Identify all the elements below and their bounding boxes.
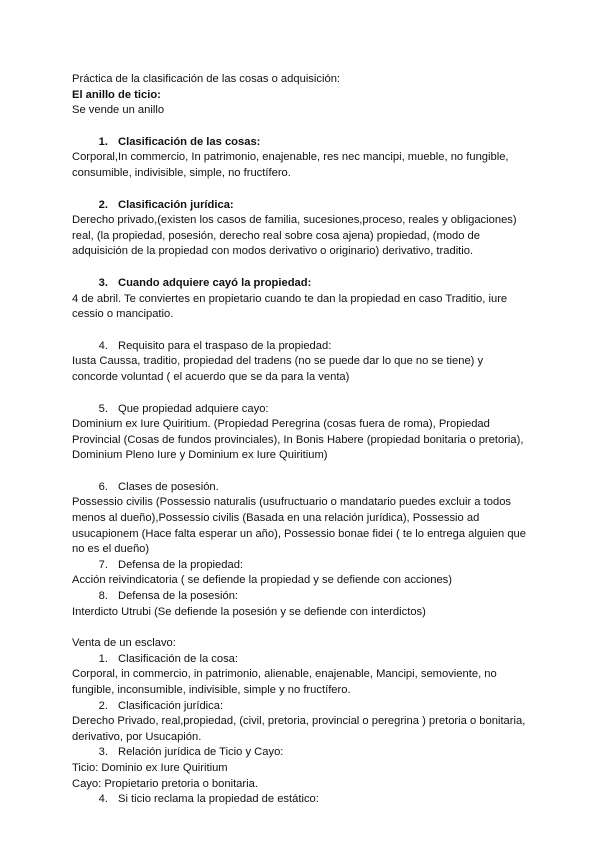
c1-s4-title: Requisito para el traspaso de la propiedad: bbox=[118, 339, 332, 352]
c2-s3-line1: Ticio: Dominio ex Iure Quiritium bbox=[72, 761, 228, 774]
c1-s6-line2: menos al dueño),Possessio civilis (Basada en una relación jurídica), Possessio ad bbox=[72, 512, 480, 525]
c2-s2-num: 2. bbox=[98, 699, 108, 712]
c2-s1-line1: Corporal, in commercio, in patrimonio, alienable, enajenable, Mancipi, semoviente, no bbox=[72, 668, 497, 681]
c2-s4-num: 4. bbox=[98, 793, 108, 806]
c1-s3-heading bbox=[72, 276, 528, 292]
c1-s1-line2: consumible, indivisible, simple, no fructífero. bbox=[72, 166, 291, 179]
c1-s2-line1: Derecho privado,(existen los casos de familia, sucesiones,proceso, reales y obligaciones) bbox=[72, 214, 517, 227]
c1-s6-heading bbox=[72, 480, 528, 496]
c2-s1-heading bbox=[72, 652, 528, 668]
c1-s5-line1: Dominium ex Iure Quiritium. (Propiedad Peregrina (cosas fuera de roma), Propiedad bbox=[72, 418, 490, 431]
c2-s2-title: Clasificación jurídica: bbox=[118, 699, 224, 712]
c1-s1-title: Clasificación de las cosas: bbox=[118, 135, 261, 148]
c1-s5-line2: Provincial (Cosas de fundos provinciales), In Bonis Habere (propiedad bonitaria o pretoria), bbox=[72, 433, 524, 446]
c2-s1-line2: fungible, inconsumible, indivisible, simple y no fructífero. bbox=[72, 684, 351, 696]
c1-s8-line1: Interdicto Utrubi (Se defiende la posesión y se defiende con interdictos) bbox=[72, 605, 426, 618]
case1-subtitle: Se vende un anillo bbox=[72, 104, 165, 117]
c1-s7-num: 7. bbox=[98, 558, 108, 571]
c1-s6-line4: no es el dueño) bbox=[72, 543, 150, 556]
c2-s2-line2: derivativo, por Usucapión. bbox=[72, 730, 202, 743]
c1-s8-title: Defensa de la posesión: bbox=[118, 590, 239, 603]
c1-s1-line1: Corporal,In commercio, In patrimonio, enajenable, res nec mancipi, mueble, no fungible, bbox=[72, 151, 509, 164]
c1-s5-heading bbox=[72, 402, 528, 418]
c1-s4-line1: Iusta Caussa, traditio, propiedad del tradens (no se puede dar lo que no se tiene) y bbox=[72, 355, 484, 368]
c2-s2-line1: Derecho Privado, real,propiedad, (civil, pretoria, provincial o peregrina ) pretoria o bonitaria, bbox=[72, 715, 526, 728]
c1-s1-num: 1. bbox=[98, 135, 108, 148]
c1-s6-line1: Possessio civilis (Possessio naturalis (usufructuario o mandatario puedes excluir a todos bbox=[72, 496, 512, 509]
case1-title: El anillo de ticio: bbox=[72, 88, 161, 101]
c1-s1-heading bbox=[72, 135, 528, 151]
c2-s4-heading bbox=[72, 792, 528, 808]
c2-s2-heading bbox=[72, 699, 528, 715]
c1-s6-line3: usucapionem (Hace falta esperar un año), Possessio bonae fidei ( te lo entrega alguien que bbox=[72, 527, 527, 540]
c2-s1-num: 1. bbox=[98, 652, 108, 665]
c1-s3-num: 3. bbox=[98, 276, 108, 289]
intro-line: Práctica de la clasificación de las cosas o adquisición: bbox=[72, 73, 341, 85]
c1-s7-line1: Acción reivindicatoria ( se defiende la propiedad y se defiende con acciones) bbox=[72, 574, 452, 587]
c1-s8-heading bbox=[72, 589, 528, 605]
c1-s7-heading bbox=[72, 558, 528, 574]
c2-s1-title: Clasificación de la cosa: bbox=[118, 652, 239, 665]
c1-s3-title: Cuando adquiere cayó la propiedad: bbox=[118, 276, 312, 289]
c1-s2-heading bbox=[72, 198, 528, 214]
c1-s2-num: 2. bbox=[98, 198, 108, 211]
c1-s6-num: 6. bbox=[98, 480, 108, 493]
c1-s5-title: Que propiedad adquiere cayo: bbox=[118, 402, 269, 415]
c1-s5-num: 5. bbox=[98, 402, 108, 415]
c1-s3-line2: cessio o mancipatio. bbox=[72, 308, 174, 321]
c1-s4-line2: concorde voluntad ( el acuerdo que se da para la venta) bbox=[72, 370, 350, 383]
c1-s8-num: 8. bbox=[98, 590, 108, 603]
c2-s3-line2: Cayo: Propietario pretoria o bonitaria. bbox=[72, 777, 258, 790]
c1-s7-title: Defensa de la propiedad: bbox=[118, 558, 244, 571]
c1-s6-title: Clases de posesión. bbox=[118, 480, 219, 493]
c2-s4-title: Si ticio reclama la propiedad de estático: bbox=[118, 793, 319, 806]
case2-title: Venta de un esclavo: bbox=[72, 637, 176, 650]
c2-s3-num: 3. bbox=[98, 746, 108, 759]
c1-s2-line2: real, (la propiedad, posesión, derecho real sobre cosa ajena) propiedad, (modo de bbox=[72, 229, 480, 242]
c1-s2-line3: adquisición de la propiedad con modos derivativo o originario) derivativo, traditio. bbox=[72, 245, 474, 258]
c1-s4-num: 4. bbox=[98, 339, 108, 352]
c1-s5-line3: Dominium Pleno Iure y Dominium ex Iure Quiritium) bbox=[72, 449, 328, 462]
c1-s3-line1: 4 de abril. Te conviertes en propietario cuando te dan la propiedad en caso Traditio, iure bbox=[72, 292, 508, 305]
c2-s3-title: Relación jurídica de Ticio y Cayo: bbox=[118, 746, 284, 759]
c1-s4-heading bbox=[72, 339, 528, 355]
c1-s2-title: Clasificación jurídica: bbox=[118, 198, 234, 211]
c2-s3-heading bbox=[72, 745, 528, 761]
